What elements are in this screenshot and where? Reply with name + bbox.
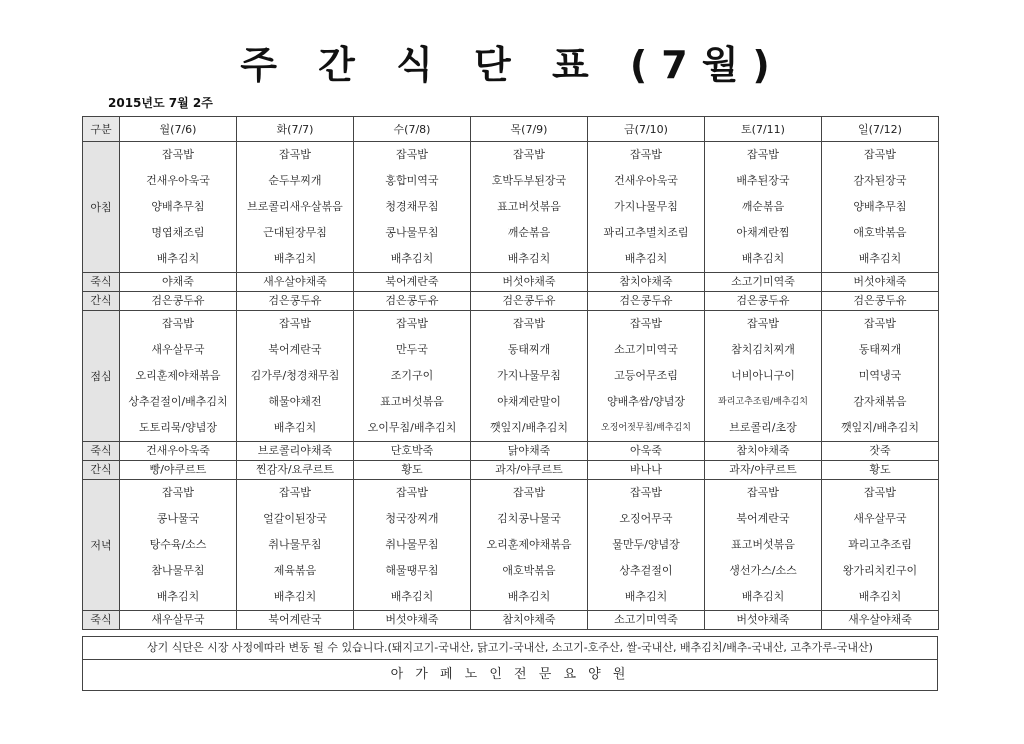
- header-day: 화(7/7): [237, 117, 354, 142]
- menu-item: 잡곡밥: [162, 317, 194, 330]
- meal-category-label: 간식: [83, 292, 120, 311]
- menu-item: 깨순볶음: [741, 200, 785, 213]
- menu-item: 단호박죽: [354, 442, 471, 461]
- dinner-row: [83, 480, 939, 611]
- menu-item: 미역냉국: [858, 369, 902, 382]
- menu-item: 잡곡밥: [162, 148, 194, 161]
- menu-item: 왕가리치킨구이: [842, 564, 918, 577]
- menu-item: 청경채무침: [385, 200, 439, 213]
- menu-item: 가지나물무침: [497, 369, 561, 382]
- menu-item: 취나물무침: [385, 538, 439, 551]
- menu-item: 명엽채조림: [151, 226, 205, 239]
- menu-cell: [471, 142, 588, 273]
- menu-item: 배추김치: [156, 590, 200, 603]
- menu-item: 도토리묵/양념장: [138, 421, 218, 434]
- menu-item: 버섯야채죽: [705, 611, 822, 630]
- menu-item: 황도: [822, 461, 939, 480]
- menu-item: 오리훈제야채볶음: [135, 369, 221, 382]
- meal-category-label: 죽식: [83, 273, 120, 292]
- menu-item: 잡곡밥: [747, 486, 779, 499]
- menu-item: 배추김치: [273, 252, 317, 265]
- menu-cell: [471, 480, 588, 611]
- menu-item: 배추김치: [624, 590, 668, 603]
- menu-item: 북어계란국: [268, 343, 322, 356]
- menu-item: 애호박볶음: [853, 226, 907, 239]
- menu-item: 감자된장국: [853, 174, 907, 187]
- menu-item: 얼갈이된장국: [263, 512, 327, 525]
- snack1-row: [83, 292, 939, 311]
- menu-item: 아채계란찜: [736, 226, 790, 239]
- menu-item: 상추겉절이/배추김치: [128, 395, 228, 408]
- menu-item: 잡곡밥: [513, 486, 545, 499]
- meal-category-label: 죽식: [83, 442, 120, 461]
- menu-item: 브로콜리새우살볶음: [247, 200, 343, 213]
- menu-item: 검은콩두유: [237, 292, 354, 311]
- header-day: 금(7/10): [588, 117, 705, 142]
- menu-item: 황도: [354, 461, 471, 480]
- porridge3-row: [83, 611, 939, 630]
- lunch-row: [83, 311, 939, 442]
- porridge2-row: [83, 442, 939, 461]
- menu-item: 버섯야채죽: [822, 273, 939, 292]
- menu-item: 애호박볶음: [502, 564, 556, 577]
- menu-item: 생선가스/소스: [729, 564, 797, 577]
- menu-item: 바나나: [588, 461, 705, 480]
- menu-item: 건새우아욱국: [146, 174, 210, 187]
- menu-item: 새우살무국: [853, 512, 907, 525]
- menu-item: 잡곡밥: [630, 148, 662, 161]
- menu-item: 상추겉절이: [619, 564, 673, 577]
- menu-cell: [120, 142, 237, 273]
- menu-item: 배추김치: [273, 421, 317, 434]
- menu-item: 물만두/양념장: [612, 538, 680, 551]
- menu-item: 배추김치: [390, 252, 434, 265]
- menu-cell: [237, 311, 354, 442]
- menu-item: 표고버섯볶음: [497, 200, 561, 213]
- menu-item: 만두국: [396, 343, 428, 356]
- menu-cell: [588, 142, 705, 273]
- menu-item: 버섯야채죽: [354, 611, 471, 630]
- menu-item: 브로콜리야채죽: [237, 442, 354, 461]
- menu-item: 북어계란국: [237, 611, 354, 630]
- menu-item: 순두부찌개: [268, 174, 322, 187]
- menu-cell: [705, 480, 822, 611]
- menu-cell: [822, 142, 939, 273]
- menu-item: 배추김치: [156, 252, 200, 265]
- menu-item: 김치콩나물국: [497, 512, 561, 525]
- menu-item: 잡곡밥: [630, 317, 662, 330]
- menu-item: 제육볶음: [273, 564, 317, 577]
- menu-item: 동태찌개: [507, 343, 551, 356]
- menu-item: 새우살야채죽: [822, 611, 939, 630]
- menu-item: 소고기미역국: [614, 343, 678, 356]
- menu-item: 빵/야쿠르트: [120, 461, 237, 480]
- breakfast-row: [83, 142, 939, 273]
- menu-item: 버섯야채죽: [471, 273, 588, 292]
- menu-item: 잣죽: [822, 442, 939, 461]
- header-category-label: 구분: [83, 117, 120, 142]
- menu-cell: [705, 311, 822, 442]
- menu-item: 참치김치찌개: [731, 343, 795, 356]
- menu-item: 배추김치: [390, 590, 434, 603]
- menu-item: 잡곡밥: [864, 317, 896, 330]
- menu-item: 검은콩두유: [588, 292, 705, 311]
- menu-item: 찐감자/요쿠르트: [237, 461, 354, 480]
- menu-item: 호박두부된장국: [491, 174, 567, 187]
- porridge1-row: [83, 273, 939, 292]
- menu-cell: [120, 480, 237, 611]
- menu-item: 표고버섯볶음: [731, 538, 795, 551]
- menu-item: 배추김치: [741, 252, 785, 265]
- menu-item: 근대된장무침: [263, 226, 327, 239]
- menu-item: 잡곡밥: [396, 486, 428, 499]
- menu-item: 꽈리고추조림: [848, 538, 912, 551]
- menu-item: 표고버섯볶음: [380, 395, 444, 408]
- menu-item: 콩나물국: [156, 512, 200, 525]
- meal-category-label: 아침: [83, 142, 120, 273]
- menu-item: 북어계란죽: [354, 273, 471, 292]
- menu-item: 잡곡밥: [747, 148, 779, 161]
- meal-category-label: 죽식: [83, 611, 120, 630]
- menu-item: 탕수육/소스: [149, 538, 207, 551]
- menu-cell: [588, 311, 705, 442]
- menu-item: 검은콩두유: [705, 292, 822, 311]
- menu-item: 배추김치: [273, 590, 317, 603]
- menu-item: 너비아니구이: [731, 369, 795, 382]
- menu-item: 잡곡밥: [513, 148, 545, 161]
- origin-notice: 상기 식단은 시장 사정에따라 변동 될 수 있습니다.(돼지고기-국내산, 닭고기-국내산, 소고기-호주산, 쌀-국내산, 배추김치/배추-국내산, 고추가루-국내산): [82, 636, 938, 660]
- menu-item: 고등어무조림: [614, 369, 678, 382]
- menu-item: 배추김치: [507, 252, 551, 265]
- menu-item: 배추김치: [507, 590, 551, 603]
- page-title: 주 간 식 단 표 (7월): [240, 43, 784, 87]
- menu-item: 김가루/청경채무침: [250, 369, 340, 382]
- header-day: 토(7/11): [705, 117, 822, 142]
- table-header-row: [83, 117, 939, 142]
- header-day: 수(7/8): [354, 117, 471, 142]
- menu-item: 오징어젓무침/배추김치: [601, 423, 691, 433]
- menu-cell: [120, 311, 237, 442]
- menu-item: 닭야채죽: [471, 442, 588, 461]
- menu-item: 조기구이: [390, 369, 434, 382]
- menu-item: 잡곡밥: [279, 486, 311, 499]
- menu-item: 잡곡밥: [396, 317, 428, 330]
- menu-item: 해물야채전: [268, 395, 322, 408]
- menu-cell: [237, 142, 354, 273]
- snack2-row: [83, 461, 939, 480]
- menu-item: 배추김치: [858, 252, 902, 265]
- menu-item: 잡곡밥: [279, 148, 311, 161]
- menu-item: 검은콩두유: [822, 292, 939, 311]
- menu-item: 잡곡밥: [864, 148, 896, 161]
- meal-category-label: 저녁: [83, 480, 120, 611]
- meal-category-label: 점심: [83, 311, 120, 442]
- menu-item: 건새우아욱국: [614, 174, 678, 187]
- header-day: 목(7/9): [471, 117, 588, 142]
- menu-item: 과자/야쿠르트: [471, 461, 588, 480]
- menu-item: 새우살야채죽: [237, 273, 354, 292]
- menu-item: 야채계란말이: [497, 395, 561, 408]
- menu-item: 콩나물무침: [385, 226, 439, 239]
- menu-item: 양배추무침: [853, 200, 907, 213]
- menu-item: 청국장찌개: [385, 512, 439, 525]
- menu-item: 참치야채죽: [471, 611, 588, 630]
- menu-item: 깻잎지/배추김치: [489, 421, 569, 434]
- facility-name: 아 가 페 노 인 전 문 요 양 원: [82, 659, 938, 691]
- menu-item: 해물땡무침: [385, 564, 439, 577]
- menu-cell: [705, 142, 822, 273]
- menu-item: 검은콩두유: [120, 292, 237, 311]
- menu-item: 잡곡밥: [513, 317, 545, 330]
- menu-item: 꽈리고추멸치조림: [603, 226, 689, 239]
- menu-item: 깻잎지/배추김치: [840, 421, 920, 434]
- menu-item: 아욱죽: [588, 442, 705, 461]
- weekly-menu-table: [82, 116, 939, 630]
- menu-item: 배추김치: [624, 252, 668, 265]
- menu-item: 브로콜리/초장: [729, 421, 797, 434]
- menu-item: 홍합미역국: [385, 174, 439, 187]
- week-subtitle: 2015년도 7월 2주: [108, 96, 213, 110]
- menu-item: 잡곡밥: [162, 486, 194, 499]
- header-day: 월(7/6): [120, 117, 237, 142]
- menu-item: 건새우아욱죽: [120, 442, 237, 461]
- menu-item: 북어계란국: [736, 512, 790, 525]
- menu-item: 오이무침/배추김치: [367, 421, 457, 434]
- menu-item: 잡곡밥: [279, 317, 311, 330]
- menu-item: 새우살무국: [120, 611, 237, 630]
- menu-item: 깨순볶음: [507, 226, 551, 239]
- menu-item: 꽈리고추조림/배추김치: [718, 397, 808, 407]
- menu-item: 새우살무국: [151, 343, 205, 356]
- header-day: 일(7/12): [822, 117, 939, 142]
- menu-item: 소고기미역죽: [705, 273, 822, 292]
- menu-item: 동태찌개: [858, 343, 902, 356]
- menu-item: 취나물무침: [268, 538, 322, 551]
- menu-item: 잡곡밥: [747, 317, 779, 330]
- menu-item: 감자채볶음: [853, 395, 907, 408]
- menu-item: 검은콩두유: [471, 292, 588, 311]
- menu-cell: [471, 311, 588, 442]
- menu-item: 참나물무침: [151, 564, 205, 577]
- menu-item: 참치야채죽: [588, 273, 705, 292]
- menu-cell: [822, 311, 939, 442]
- menu-item: 배추된장국: [736, 174, 790, 187]
- menu-item: 과자/야쿠르트: [705, 461, 822, 480]
- menu-item: 검은콩두유: [354, 292, 471, 311]
- menu-cell: [354, 311, 471, 442]
- menu-item: 야채죽: [120, 273, 237, 292]
- menu-item: 소고기미역죽: [588, 611, 705, 630]
- menu-item: 참치야채죽: [705, 442, 822, 461]
- menu-item: 가지나물무침: [614, 200, 678, 213]
- menu-cell: [588, 480, 705, 611]
- menu-item: 양배추쌈/양념장: [606, 395, 686, 408]
- menu-item: 잡곡밥: [630, 486, 662, 499]
- menu-item: 잡곡밥: [396, 148, 428, 161]
- menu-cell: [354, 480, 471, 611]
- menu-item: 양배추무침: [151, 200, 205, 213]
- menu-item: 배추김치: [741, 590, 785, 603]
- menu-item: 오리훈제야채볶음: [486, 538, 572, 551]
- menu-cell: [354, 142, 471, 273]
- menu-item: 잡곡밥: [864, 486, 896, 499]
- menu-cell: [822, 480, 939, 611]
- meal-category-label: 간식: [83, 461, 120, 480]
- menu-item: 오징어무국: [619, 512, 673, 525]
- menu-cell: [237, 480, 354, 611]
- menu-item: 배추김치: [858, 590, 902, 603]
